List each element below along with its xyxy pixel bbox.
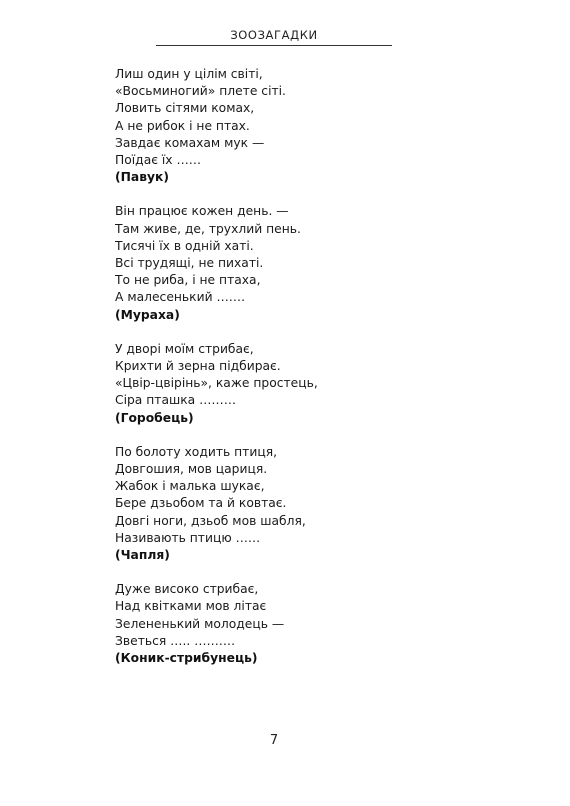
riddle-line: Довгі ноги, дзьоб мов шабля, (115, 513, 306, 528)
riddle-heron (115, 444, 445, 564)
riddle-line: Ловить сітями комах, (115, 101, 255, 116)
riddle-answer: (Павук) (115, 170, 169, 185)
running-title: ЗООЗАГАДКИ (230, 28, 318, 42)
riddle-line: То не риба, і не птаха, (115, 273, 261, 288)
riddle-line: Зелененький молодець — (115, 616, 285, 631)
riddle-line: «Цвір-цвірінь», каже простець, (115, 376, 318, 391)
riddle-line: Всі трудящі, не пихаті. (115, 256, 264, 271)
riddle-line: Бере дзьобом та й ковтає. (115, 496, 287, 511)
riddle-line: Називають птицю …… (115, 530, 261, 545)
riddle-line: По болоту ходить птиця, (115, 444, 278, 459)
riddle-line: Там живе, де, трухлий пень. (115, 221, 301, 236)
riddle-line: Поїдає їх …… (115, 153, 202, 168)
riddle-line: А малесенький ……. (115, 290, 245, 305)
riddle-line: Зветься ….. ………. (115, 633, 235, 648)
riddle-line: Довгошия, мов цариця. (115, 462, 268, 477)
riddle-line: Жабок і малька шукає, (115, 479, 265, 494)
riddle-line: Лиш один у цілім світі, (115, 67, 263, 81)
riddle-line: Сіра пташка ……… (115, 393, 237, 408)
riddle-line: Завдає комахам мук — (115, 135, 265, 150)
riddle-line: Дуже високо стрибає, (115, 582, 259, 597)
riddle-spider (115, 66, 445, 186)
riddle-grasshopper (115, 581, 445, 667)
riddle-line: Тисячі їх в одній хаті. (115, 238, 254, 253)
riddle-line: «Восьминогий» плете сіті. (115, 84, 286, 99)
page-header (156, 28, 392, 46)
riddle-line: А не рибок і не птах. (115, 118, 250, 133)
riddle-ant (115, 203, 445, 323)
riddles-body (115, 66, 445, 684)
riddle-line: Він працює кожен день. — (115, 204, 289, 219)
riddle-line: Крихти й зерна підбирає. (115, 359, 281, 374)
page-number: 7 (269, 733, 279, 748)
riddle-sparrow (115, 341, 445, 427)
riddle-line: У дворі моїм стрибає, (115, 341, 254, 356)
riddle-answer: (Горобець) (115, 410, 194, 425)
riddle-answer: (Чапля) (115, 548, 170, 563)
riddle-line: Над квітками мов літає (115, 599, 267, 614)
riddle-answer: (Коник-стрибунець) (115, 651, 258, 666)
riddle-answer: (Мураха) (115, 307, 180, 322)
header-divider (156, 45, 392, 46)
